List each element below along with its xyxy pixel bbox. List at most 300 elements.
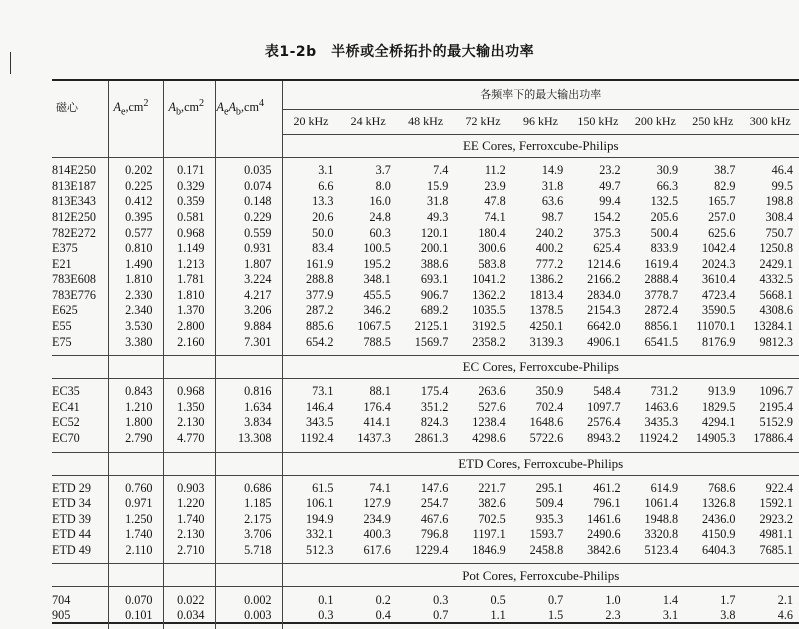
freq-header-300khz: 300 kHz: [742, 110, 799, 135]
p-200khz-cell: 3435.3: [644, 415, 679, 430]
p-150khz-cell: 2834.0: [587, 287, 621, 302]
p-72khz-cell: 3192.5: [472, 319, 506, 334]
aeab-value-cell: 0.148: [215, 194, 282, 210]
ae-value-cell: 1.740: [108, 527, 163, 543]
ab-value-cell: 4.770: [163, 431, 215, 447]
ab-value-cell: 1.213: [163, 257, 215, 273]
p-150khz-cell: 2576.4: [587, 415, 621, 430]
ab-subscript: b: [175, 106, 182, 118]
p-96khz-cell: 0.7: [547, 592, 564, 607]
spacer-cell: [569, 624, 626, 629]
core-name-cell: 813E343: [52, 194, 97, 209]
aeab-value-cell: 0.229: [215, 210, 282, 226]
core-name-cell: E21: [52, 256, 72, 271]
group-header-spacer: [52, 356, 108, 379]
p-300khz-cell: 46.4: [771, 163, 793, 178]
aeab-symbol-2: A: [228, 99, 236, 114]
p-48khz-cell: 120.1: [420, 225, 449, 240]
p-200khz-cell: 30.9: [656, 163, 679, 178]
ae-value-cell: 3.530: [108, 319, 163, 335]
ae-value-cell: 2.790: [108, 431, 163, 447]
p-250khz-cell: 2436.0: [701, 511, 736, 526]
group-header-row: [52, 356, 799, 379]
group-title: ETD Cores, Ferroxcube-Philips: [282, 452, 799, 475]
ab-value-cell: 0.968: [163, 384, 215, 400]
group-header-spacer: [215, 135, 282, 158]
ae-value-cell: 0.101: [108, 608, 163, 624]
group-header-spacer: [163, 564, 215, 587]
p-96khz-cell: 2458.8: [529, 543, 564, 558]
aeab-value-cell: 0.035: [215, 163, 282, 179]
p-48khz-cell: 254.7: [420, 496, 449, 511]
p-200khz-cell: 1.4: [662, 592, 679, 607]
p-48khz-cell: 1569.7: [414, 334, 449, 349]
p-96khz-cell: 1378.5: [529, 303, 564, 318]
p-250khz-cell: 1042.4: [701, 241, 736, 256]
p-72khz-cell: 300.6: [478, 241, 506, 256]
p-150khz-cell: 99.4: [599, 194, 621, 209]
p-150khz-cell: 2166.2: [587, 272, 621, 287]
aeab-value-cell: 0.686: [215, 481, 282, 497]
core-name-cell: 814E250: [52, 163, 97, 178]
table-row: [52, 527, 799, 543]
ab-value-cell: 0.022: [163, 592, 215, 608]
ae-subscript: e: [120, 106, 126, 118]
p-250khz-cell: 2024.3: [701, 256, 736, 271]
p-150khz-cell: 625.4: [593, 241, 621, 256]
table-row: [52, 163, 799, 179]
p-96khz-cell: 1593.7: [529, 527, 564, 542]
p-200khz-cell: 66.3: [656, 178, 679, 193]
ae-value-cell: 1.490: [108, 257, 163, 273]
p-250khz-cell: 3610.4: [701, 272, 736, 287]
ab-value-cell: 1.781: [163, 272, 215, 288]
p-72khz-cell: 221.7: [478, 480, 506, 495]
p-150khz-cell: 1.0: [605, 592, 621, 607]
table-row: [52, 272, 799, 288]
core-name-cell: 782E272: [52, 225, 97, 240]
p-150khz-cell: 2.3: [605, 608, 621, 623]
ae-value-cell: 2.340: [108, 303, 163, 319]
p-24khz-cell: 0.4: [375, 608, 391, 623]
ae-column-header: [108, 81, 163, 135]
p-200khz-cell: 3.1: [662, 608, 679, 623]
p-250khz-cell: 1829.5: [701, 399, 736, 414]
p-250khz-cell: 4150.9: [701, 527, 736, 542]
aeab-subscript-1: e: [223, 106, 229, 118]
p-96khz-cell: 350.9: [535, 384, 564, 399]
p-72khz-cell: 74.1: [484, 209, 506, 224]
core-name-cell: EC70: [52, 431, 80, 446]
p-48khz-cell: 175.4: [420, 384, 449, 399]
p-24khz-cell: 60.3: [369, 225, 391, 240]
p-72khz-cell: 1197.1: [472, 527, 506, 542]
p-300khz-cell: 4.6: [777, 608, 793, 623]
p-72khz-cell: 527.6: [478, 399, 506, 414]
p-72khz-cell: 1846.9: [472, 543, 506, 558]
p-20khz-cell: 654.2: [282, 335, 339, 351]
p-200khz-cell: 1619.4: [644, 256, 679, 271]
p-300khz-cell: 7685.1: [759, 543, 793, 558]
p-300khz-cell: 17886.4: [753, 431, 793, 446]
p-20khz-cell: 0.1: [282, 592, 339, 608]
ab-value-cell: 1.350: [163, 400, 215, 416]
p-150khz-cell: 548.4: [593, 384, 621, 399]
p-20khz-cell: 194.9: [282, 512, 339, 528]
ae-symbol: A: [113, 99, 121, 114]
p-20khz-cell: 332.1: [282, 527, 339, 543]
p-48khz-cell: 467.6: [420, 511, 449, 526]
ae-value-cell: 0.971: [108, 496, 163, 512]
ab-value-cell: 0.034: [163, 608, 215, 624]
p-150khz-cell: 2490.6: [587, 527, 621, 542]
core-name-cell: 704: [52, 592, 71, 607]
aeab-value-cell: 0.002: [215, 592, 282, 608]
p-96khz-cell: 31.8: [541, 178, 564, 193]
p-200khz-cell: 500.4: [650, 225, 679, 240]
p-48khz-cell: 31.8: [426, 194, 449, 209]
p-72khz-cell: 180.4: [478, 225, 506, 240]
table-row: [52, 257, 799, 273]
core-name-cell: EC41: [52, 399, 80, 414]
p-300khz-cell: 198.8: [765, 194, 793, 209]
ab-column-header: [163, 81, 215, 135]
group-header-spacer: [215, 564, 282, 587]
p-24khz-cell: 0.2: [375, 592, 391, 607]
p-24khz-cell: 234.9: [363, 511, 391, 526]
group-title: EC Cores, Ferroxcube-Philips: [282, 356, 799, 379]
ab-value-cell: 2.130: [163, 527, 215, 543]
p-300khz-cell: 308.4: [765, 209, 793, 224]
p-48khz-cell: 388.6: [420, 256, 449, 271]
spacer-cell: [215, 624, 282, 629]
p-24khz-cell: 127.9: [363, 496, 391, 511]
core-name-cell: ETD 39: [52, 511, 91, 526]
ae-unit: ,cm: [125, 99, 144, 114]
p-250khz-cell: 1326.8: [701, 496, 736, 511]
p-72khz-cell: 382.6: [478, 496, 506, 511]
ae-value-cell: 1.210: [108, 400, 163, 416]
p-48khz-cell: 824.3: [420, 415, 449, 430]
p-48khz-cell: 200.1: [420, 241, 449, 256]
p-20khz-cell: 0.3: [282, 608, 339, 624]
p-24khz-cell: 348.1: [363, 272, 391, 287]
freq-header-200khz: 200 kHz: [627, 110, 684, 135]
p-20khz-cell: 20.6: [282, 210, 339, 226]
p-300khz-cell: 750.7: [765, 225, 793, 240]
table-row: [52, 543, 799, 559]
ab-value-cell: 0.359: [163, 194, 215, 210]
p-250khz-cell: 11070.1: [696, 319, 736, 334]
p-24khz-cell: 617.6: [363, 543, 391, 558]
ab-value-cell: 1.149: [163, 241, 215, 257]
table-row: [52, 481, 799, 497]
p-150khz-cell: 461.2: [593, 480, 621, 495]
p-300khz-cell: 4308.6: [759, 303, 793, 318]
p-150khz-cell: 1461.6: [587, 511, 621, 526]
aeab-value-cell: 3.834: [215, 415, 282, 431]
ae-value-cell: 0.070: [108, 592, 163, 608]
p-300khz-cell: 4332.5: [759, 272, 793, 287]
p-300khz-cell: 2923.2: [759, 511, 793, 526]
group-header-spacer: [108, 135, 163, 158]
p-250khz-cell: 38.7: [714, 163, 736, 178]
p-48khz-cell: 796.8: [420, 527, 449, 542]
aeab-unit-exponent: 4: [258, 97, 265, 109]
p-72khz-cell: 1.1: [490, 608, 506, 623]
ae-value-cell: 2.330: [108, 288, 163, 304]
p-96khz-cell: 935.3: [535, 511, 564, 526]
p-20khz-cell: 161.9: [282, 257, 339, 273]
ae-value-cell: 0.810: [108, 241, 163, 257]
aeab-value-cell: 1.185: [215, 496, 282, 512]
aeab-value-cell: 1.807: [215, 257, 282, 273]
p-48khz-cell: 693.1: [420, 272, 449, 287]
ab-value-cell: 1.810: [163, 288, 215, 304]
p-20khz-cell: 50.0: [282, 225, 339, 241]
ae-value-cell: 0.760: [108, 481, 163, 497]
p-24khz-cell: 3.7: [375, 163, 391, 178]
p-96khz-cell: 509.4: [535, 496, 564, 511]
p-200khz-cell: 3778.7: [644, 287, 679, 302]
group-header-spacer: [108, 356, 163, 379]
table-row: [52, 384, 799, 400]
power-table-container: [52, 79, 799, 624]
aeab-value-cell: 13.308: [215, 431, 282, 447]
p-20khz-cell: 343.5: [282, 415, 339, 431]
aeab-symbol-1: A: [216, 99, 224, 114]
p-300khz-cell: 9812.3: [759, 334, 793, 349]
p-200khz-cell: 3320.8: [644, 527, 679, 542]
ae-value-cell: 0.202: [108, 163, 163, 179]
p-150khz-cell: 796.1: [593, 496, 621, 511]
p-250khz-cell: 3.8: [720, 608, 736, 623]
p-72khz-cell: 47.8: [484, 194, 506, 209]
p-24khz-cell: 1437.3: [357, 431, 391, 446]
p-300khz-cell: 1096.7: [759, 384, 793, 399]
core-name-cell: E375: [52, 241, 78, 256]
p-200khz-cell: 132.5: [650, 194, 679, 209]
spacer-cell: [454, 624, 511, 629]
ae-value-cell: 0.577: [108, 225, 163, 241]
p-48khz-cell: 2861.3: [414, 431, 449, 446]
freq-header-72khz: 72 kHz: [454, 110, 511, 135]
ae-unit-exponent: 2: [143, 97, 149, 109]
p-24khz-cell: 400.3: [363, 527, 391, 542]
p-72khz-cell: 1238.4: [472, 415, 506, 430]
p-96khz-cell: 295.1: [535, 480, 564, 495]
p-96khz-cell: 4250.1: [529, 319, 564, 334]
spacer-cell: [742, 624, 799, 629]
p-48khz-cell: 15.9: [426, 178, 449, 193]
aeab-value-cell: 7.301: [215, 335, 282, 351]
core-name-cell: EC35: [52, 384, 80, 399]
group-header-row: [52, 135, 799, 158]
p-96khz-cell: 777.2: [535, 256, 564, 271]
p-24khz-cell: 16.0: [369, 194, 391, 209]
p-48khz-cell: 2125.1: [414, 319, 449, 334]
p-72khz-cell: 11.2: [484, 163, 506, 178]
p-250khz-cell: 4723.4: [701, 287, 736, 302]
spacer-cell: [52, 624, 108, 629]
core-name-cell: ETD 29: [52, 480, 91, 495]
p-200khz-cell: 205.6: [650, 209, 679, 224]
p-250khz-cell: 4294.1: [701, 415, 736, 430]
ab-unit: ,cm: [181, 99, 199, 114]
core-name-cell: 783E608: [52, 272, 97, 287]
p-150khz-cell: 8943.2: [587, 431, 621, 446]
freq-header-20khz: 20 kHz: [282, 110, 339, 135]
p-200khz-cell: 833.9: [650, 241, 679, 256]
table-row: [52, 431, 799, 447]
ae-value-cell: 0.395: [108, 210, 163, 226]
p-200khz-cell: 731.2: [650, 384, 679, 399]
freq-header-96khz: 96 kHz: [512, 110, 569, 135]
ab-value-cell: 2.160: [163, 335, 215, 351]
p-24khz-cell: 100.5: [363, 241, 391, 256]
p-300khz-cell: 2.1: [777, 592, 793, 607]
spacer-cell: [397, 624, 454, 629]
p-250khz-cell: 8176.9: [701, 334, 736, 349]
p-20khz-cell: 287.2: [282, 303, 339, 319]
p-300khz-cell: 5152.9: [759, 415, 793, 430]
ae-value-cell: 1.800: [108, 415, 163, 431]
p-72khz-cell: 2358.2: [472, 334, 506, 349]
p-200khz-cell: 2872.4: [644, 303, 679, 318]
table-row: [52, 400, 799, 416]
p-96khz-cell: 3139.3: [529, 334, 564, 349]
p-48khz-cell: 7.4: [433, 163, 449, 178]
spacer-cell: [339, 624, 396, 629]
p-20khz-cell: 288.8: [282, 272, 339, 288]
core-name-cell: E625: [52, 303, 78, 318]
p-150khz-cell: 4906.1: [587, 334, 621, 349]
p-20khz-cell: 885.6: [282, 319, 339, 335]
p-72khz-cell: 1035.5: [472, 303, 506, 318]
p-150khz-cell: 49.7: [599, 178, 621, 193]
ab-value-cell: 0.329: [163, 179, 215, 195]
aeab-value-cell: 1.634: [215, 400, 282, 416]
p-24khz-cell: 455.5: [363, 287, 391, 302]
p-150khz-cell: 1097.7: [587, 399, 621, 414]
group-header-row: [52, 452, 799, 475]
group-header-spacer: [215, 452, 282, 475]
core-name-cell: ETD 49: [52, 543, 91, 558]
p-20khz-cell: 3.1: [282, 163, 339, 179]
p-24khz-cell: 176.4: [363, 399, 391, 414]
p-24khz-cell: 346.2: [363, 303, 391, 318]
spacer-cell: [163, 624, 215, 629]
aeab-value-cell: 0.559: [215, 225, 282, 241]
table-row: [52, 179, 799, 195]
p-96khz-cell: 702.4: [535, 399, 564, 414]
p-250khz-cell: 913.9: [708, 384, 736, 399]
ab-value-cell: 0.903: [163, 481, 215, 497]
p-20khz-cell: 73.1: [282, 384, 339, 400]
p-96khz-cell: 98.7: [541, 209, 564, 224]
table-row: [52, 319, 799, 335]
ab-value-cell: 0.581: [163, 210, 215, 226]
p-24khz-cell: 74.1: [369, 480, 391, 495]
group-title: Pot Cores, Ferroxcube-Philips: [282, 564, 799, 587]
table-row: [52, 415, 799, 431]
p-150khz-cell: 375.3: [593, 225, 621, 240]
aeab-value-cell: 0.074: [215, 179, 282, 195]
ae-value-cell: 1.250: [108, 512, 163, 528]
p-150khz-cell: 6642.0: [587, 319, 621, 334]
table-row: [52, 210, 799, 226]
aeab-value-cell: 2.175: [215, 512, 282, 528]
aeab-value-cell: 0.003: [215, 608, 282, 624]
p-250khz-cell: 14905.3: [695, 431, 736, 446]
group-header-spacer: [163, 135, 215, 158]
ae-value-cell: 0.412: [108, 194, 163, 210]
p-48khz-cell: 49.3: [426, 209, 449, 224]
p-20khz-cell: 377.9: [282, 288, 339, 304]
p-250khz-cell: 165.7: [708, 194, 736, 209]
frequency-band-header: 各频率下的最大输出功率: [282, 81, 799, 110]
p-150khz-cell: 2154.3: [587, 303, 621, 318]
p-300khz-cell: 99.5: [771, 178, 793, 193]
p-72khz-cell: 583.8: [478, 256, 506, 271]
p-24khz-cell: 88.1: [369, 384, 391, 399]
p-300khz-cell: 4981.1: [759, 527, 793, 542]
spacer-cell: [108, 624, 163, 629]
spacer-cell: [684, 624, 741, 629]
table-row: [52, 608, 799, 624]
group-header-spacer: [52, 452, 108, 475]
ab-value-cell: 1.220: [163, 496, 215, 512]
group-header-spacer: [163, 356, 215, 379]
ab-value-cell: 2.710: [163, 543, 215, 559]
group-header-spacer: [108, 564, 163, 587]
group-title: EE Cores, Ferroxcube-Philips: [282, 135, 799, 158]
p-300khz-cell: 2195.4: [759, 399, 793, 414]
p-96khz-cell: 1386.2: [529, 272, 564, 287]
p-250khz-cell: 6404.3: [701, 543, 736, 558]
table-row: [52, 496, 799, 512]
ab-value-cell: 2.800: [163, 319, 215, 335]
p-96khz-cell: 1.5: [547, 608, 564, 623]
table-row: [52, 241, 799, 257]
p-96khz-cell: 14.9: [541, 163, 564, 178]
aeab-column-header: [215, 81, 282, 135]
p-250khz-cell: 768.6: [708, 480, 736, 495]
core-name-cell: E75: [52, 334, 72, 349]
p-200khz-cell: 2888.4: [644, 272, 679, 287]
table-title: 表1-2b 半桥或全桥拓扑的最大输出功率: [264, 44, 535, 60]
p-24khz-cell: 195.2: [363, 256, 391, 271]
group-header-row: [52, 564, 799, 587]
p-200khz-cell: 614.9: [650, 480, 679, 495]
p-96khz-cell: 400.2: [535, 241, 564, 256]
p-200khz-cell: 5123.4: [644, 543, 679, 558]
table-row: [52, 592, 799, 608]
spacer-cell: [512, 624, 569, 629]
group-header-spacer: [52, 564, 108, 587]
ae-value-cell: 3.380: [108, 335, 163, 351]
group-header-spacer: [163, 452, 215, 475]
p-72khz-cell: 0.5: [490, 592, 506, 607]
core-name-cell: 812E250: [52, 209, 97, 224]
core-name-cell: ETD 44: [52, 527, 91, 542]
p-250khz-cell: 82.9: [714, 178, 736, 193]
p-300khz-cell: 5668.1: [759, 287, 793, 302]
ab-value-cell: 1.740: [163, 512, 215, 528]
p-72khz-cell: 1041.2: [472, 272, 506, 287]
table-row: [52, 512, 799, 528]
p-250khz-cell: 3590.5: [701, 303, 736, 318]
